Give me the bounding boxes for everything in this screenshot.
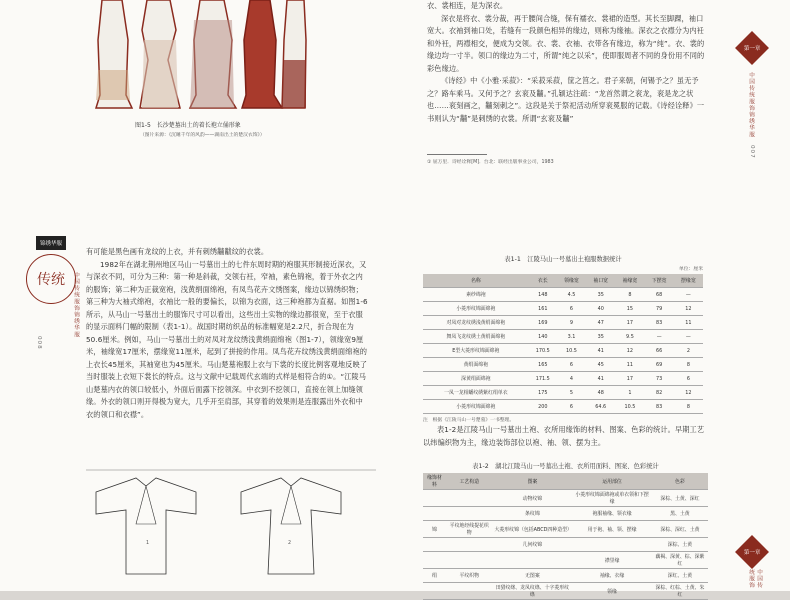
chapter-tag: 第一章 <box>735 535 769 569</box>
table-cell: 83 <box>645 316 674 330</box>
table-row <box>423 288 703 302</box>
table-row <box>423 552 708 569</box>
table-cell: 小菱形纹锦面绵袍或单衣领和下摆缘 <box>572 490 652 507</box>
table-row <box>423 302 703 316</box>
table-cell: 2 <box>674 344 703 358</box>
table2 <box>423 473 708 600</box>
page-number: 008 <box>36 336 42 350</box>
table-cell: 深棕、深红、土黄 <box>652 521 708 538</box>
table-cell: — <box>674 288 703 302</box>
table-cell: 9 <box>557 316 586 330</box>
table-cell: 47 <box>586 316 615 330</box>
figure-label-1: 1 <box>146 541 150 546</box>
table-cell: 12 <box>615 344 644 358</box>
table2-header-0: 缘饰材料 <box>423 473 446 490</box>
table-cell: 深棕、土黄 <box>652 538 708 552</box>
table-cell: 绢 <box>423 569 446 583</box>
table2-title: 表1-2 湖北江陵马山一号墓出土袍、衣所用面料、图案、色彩统计 <box>472 463 659 470</box>
table-cell: 40 <box>586 302 615 316</box>
table-cell: 6 <box>557 358 586 372</box>
table1-header-2: 领缘宽 <box>557 274 586 288</box>
table-cell: 大菱形纹锦（包括ABCD四种造型） <box>493 521 573 538</box>
footnote-rule <box>427 154 487 155</box>
table-cell: 6 <box>557 400 586 414</box>
table-cell <box>423 583 446 600</box>
table-cell: 175 <box>529 386 557 400</box>
table-cell: 田猎纹绦、龙凤纹绦、十字菱形纹绦 <box>493 583 573 600</box>
table-cell: 深棕、红棕、土黄、朱红 <box>652 583 708 600</box>
footnote: ① 屈万里．诗经诠释[M]．台北：联经出版事业公司，1983 <box>427 160 554 165</box>
table-cell: 襟里缘 <box>572 552 652 569</box>
table-cell: 45 <box>586 358 615 372</box>
table2-block <box>423 461 708 600</box>
table1 <box>423 274 703 414</box>
table-cell: 4 <box>557 372 586 386</box>
table-row <box>423 330 703 344</box>
table-row <box>423 400 703 414</box>
table-row <box>423 583 708 600</box>
table-cell: 140 <box>529 330 557 344</box>
table-cell: 领缘 <box>572 583 652 600</box>
page-number: 007 <box>749 145 755 159</box>
table-cell: 35 <box>586 288 615 302</box>
table-cell: 12 <box>674 386 703 400</box>
table-cell: 深红、土黄 <box>652 569 708 583</box>
table1-header-6: 摆缘宽 <box>674 274 703 288</box>
table-cell: 169 <box>529 316 557 330</box>
table-cell: 11 <box>674 316 703 330</box>
table-cell: 68 <box>645 288 674 302</box>
table1-header-5: 下摆宽 <box>645 274 674 288</box>
figurines-illustration <box>92 0 307 112</box>
table-row <box>423 386 703 400</box>
table-cell: 6 <box>557 302 586 316</box>
table1-header-4: 袖缘宽 <box>615 274 644 288</box>
table-cell: 165 <box>529 358 557 372</box>
table-cell: 用于袍、袖、领、摆缘 <box>572 521 652 538</box>
table-cell <box>446 507 493 521</box>
body-text: 表1-2是江陵马山一号墓出土袍、衣所用缘饰的材料、图案、色彩的统计。早期工艺以纬编织物为主，缘边装饰部位以袍、袖、领、摆为主。 <box>423 425 705 447</box>
table-cell: 171.5 <box>529 372 557 386</box>
table1-title: 表1-1 江陵马山一号墓出土袍服数据统计 <box>504 256 622 263</box>
table-row <box>423 316 703 330</box>
table-cell: 148 <box>529 288 557 302</box>
figure-caption: 图1-5 长沙楚墓出土的着长袍立俑形象 <box>135 122 241 129</box>
table-cell: 动物纹锦 <box>493 490 573 507</box>
vertical-title: 中国传统服饰 <box>748 569 762 589</box>
table-cell: 170.5 <box>529 344 557 358</box>
table-cell: 深黄绢面绵袍 <box>423 372 529 386</box>
paragraph-2: 深衣是将衣、裳分裁，再于腰间合缝，保有襦衣、裳裙的造型。其长至脚踝，袖口宽大。衣袖到袖口处，若缝有一段颜色相异的缘边，则称为缘袖。深衣之衣襟分为内衽和外衽，两襟相交，便成为交领。衣、裳、衣袖、衣带各有缘边，称为“纯”。衣、裳的缘边均一寸半。领口的缘边为二寸，所谓“纯之以采”，使即服周者不同的身份用不同的彩色缘边。 <box>427 13 705 73</box>
table-cell: 藕褐、深黄、棕、深紫红 <box>652 552 708 569</box>
table1-header-0: 名称 <box>423 274 529 288</box>
table-cell: 3.1 <box>557 330 586 344</box>
table-cell <box>446 538 493 552</box>
logo-text: 传统 <box>37 272 65 288</box>
figure-label-2: 2 <box>288 541 292 546</box>
table-cell: 一凤一龙相蟠纹绣紫红绢单衣 <box>423 386 529 400</box>
table-row <box>423 538 708 552</box>
table-cell: 黄绢面绵袍 <box>423 358 529 372</box>
table2-header-1: 工艺构造 <box>446 473 493 490</box>
table-cell: 无图案 <box>493 569 573 583</box>
table-cell: 11 <box>615 358 644 372</box>
paragraph-1: 有可能是黑色画有龙纹的上衣，并有刺绣黼黻纹的衣裳。 <box>86 247 269 256</box>
table-row <box>423 569 708 583</box>
table-cell: 舞凤飞龙纹绣土黄绢面绵袍 <box>423 330 529 344</box>
table-cell: 64.6 <box>586 400 615 414</box>
table-cell: 8 <box>615 288 644 302</box>
table-cell: 袍服袖缘、领衣缘 <box>572 507 652 521</box>
table-cell <box>423 538 446 552</box>
table-cell: E型大菱形纹锦面绵袍 <box>423 344 529 358</box>
table-row <box>423 490 708 507</box>
bottom-left-page <box>0 236 395 591</box>
table1-header-3: 袖口宽 <box>586 274 615 288</box>
chapter-tag: 第一章 <box>735 31 769 65</box>
table-cell: 6 <box>674 372 703 386</box>
table-cell: 73 <box>645 372 674 386</box>
table-cell: 83 <box>645 400 674 414</box>
table-cell: 9.5 <box>615 330 644 344</box>
table2-header-2: 图案 <box>493 473 573 490</box>
table1-unit: 单位：厘米 <box>679 267 703 272</box>
text-block <box>86 246 368 421</box>
table-cell: 条纹锦 <box>493 507 573 521</box>
table-cell: 17 <box>615 316 644 330</box>
paragraph-3: 《诗经》中《小雅·采菽》：“采菽采菽，筐之筥之。君子来朝，何锡予之？虽无予之？路车乘马。又何予之？玄衮及黼。”孔颖达注疏：“龙首然谓之衮龙，衮是龙之状也……衮刻画之，黼刻刺之”。这段是关于祭祀活动所穿衮冕服的记载。《诗经诠释》一书则认为“黼”是刺绣的衣裳。所谓“玄衮及黼” <box>427 76 705 123</box>
table-cell: 5 <box>557 386 586 400</box>
table-cell: 10.5 <box>615 400 644 414</box>
table-row <box>423 521 708 538</box>
figure-source: （图片来源：《沉睡千年的风韵——湖南出土的楚汉衣饰》） <box>140 133 265 138</box>
table-cell <box>423 552 446 569</box>
table1-header-1: 衣长 <box>529 274 557 288</box>
table2-header-4: 色彩 <box>652 473 708 490</box>
table1-header-row <box>423 274 703 288</box>
table1-note: 注 根据《江陵马山一号楚墓》一书整理。 <box>423 418 515 423</box>
paragraph-2: 1982年在湖北荆州地区马山一号墓出土的七件东周时期的袍服其形制接近深衣，又与深衣不同，可分为三种：第一种是斜裁，交领右衽，窄袖，素色锦袍，着于外衣之内的服饰；第二种为正裁宽袍，浅黄绢面绵袍，有凤鸟花卉文绣图案，缘边以锦绣织物；第三种为大袖式绵袍，衣袖比一般的要偏长，以锦为衣面，这三种袍都为直裾。如图1-6所示，从马山一号墓出土的服饰尺寸可以看出，这些出土实物的缘边都很宽，至于衣服的显示面料门幅的限制（表1-1）。战国时期纺织品的标准幅宽是2.2尺，折合现在为50.6厘米。例如，马山一号墓出土的对凤对龙纹绣浅黄绢面绵袍（图1-7），领缘宽9厘米，袖缘宽17厘米，摆缘宽11厘米，起到了拼接的作用。凤鸟花卉纹绣浅黄绢面绵袍的上衣长45厘米，其袖宽也为45厘米。马山楚墓袍服上衣与下裳的长度比例客观地反映了当时服装上衣短下裳长的特点。这与文献中记载周代玄端的式样是相符合的①。“江陵马山楚墓内衣的领口较低小，外面后面露下挖领深。中衣到不挖领口，直接在领上加缝领缘。外衣的领口则开得极为宽大，几乎开至肩部，其穿着的效果则是连服露出外衣和中衣的领口和衣襟”。 <box>86 259 368 419</box>
table-cell: 8 <box>674 400 703 414</box>
logo-medallion <box>26 254 76 304</box>
table-cell <box>423 490 446 507</box>
table-cell <box>493 552 573 569</box>
table-cell <box>446 552 493 569</box>
table-cell: 小菱形纹锦面绵袍 <box>423 400 529 414</box>
table-cell: 黑、土黄 <box>652 507 708 521</box>
table-cell: 161 <box>529 302 557 316</box>
table1-block <box>423 254 703 423</box>
top-left-page <box>0 0 395 236</box>
garment-diagrams <box>86 464 376 591</box>
table-cell: 4.5 <box>557 288 586 302</box>
table-cell <box>446 583 493 600</box>
table-cell: 35 <box>586 330 615 344</box>
top-right-page <box>395 0 790 236</box>
table-cell: 17 <box>615 372 644 386</box>
table-cell: 袖缘、衣缘 <box>572 569 652 583</box>
table-cell: 8 <box>674 358 703 372</box>
table-row <box>423 507 708 521</box>
table-cell: 15 <box>615 302 644 316</box>
table-row <box>423 358 703 372</box>
table-cell: 82 <box>645 386 674 400</box>
table-cell: 几何纹锦 <box>493 538 573 552</box>
table-cell: 1 <box>615 386 644 400</box>
table-cell: 平纹地经线提花织物 <box>446 521 493 538</box>
table-cell <box>423 507 446 521</box>
table-cell: 锦 <box>423 521 446 538</box>
table-cell: 69 <box>645 358 674 372</box>
table-cell: — <box>645 330 674 344</box>
vertical-title: 中国传统服饰锦绣华服 <box>73 272 79 338</box>
table-row <box>423 372 703 386</box>
table2-header-3: 运用部位 <box>572 473 652 490</box>
table-cell: 66 <box>645 344 674 358</box>
table-cell: 平纹织物 <box>446 569 493 583</box>
table-cell: 10.5 <box>557 344 586 358</box>
table-cell: 对凤对龙纹绣浅黄绢面绵袍 <box>423 316 529 330</box>
table-cell <box>572 538 652 552</box>
brand-tag: 锦绣华服 <box>36 236 66 250</box>
table-row <box>423 344 703 358</box>
vertical-title: 中国传统服饰锦绣华服 <box>748 72 754 138</box>
table-cell: 深棕、土黄、深红 <box>652 490 708 507</box>
table-cell: 48 <box>586 386 615 400</box>
table-cell: 素纱绵袍 <box>423 288 529 302</box>
table2-header-row <box>423 473 708 490</box>
table-cell: — <box>674 330 703 344</box>
table-cell: 41 <box>586 372 615 386</box>
paragraph-1: 衣、裳相连，是为深衣。 <box>427 1 508 10</box>
table-cell: 41 <box>586 344 615 358</box>
table-cell: 200 <box>529 400 557 414</box>
table-cell <box>446 490 493 507</box>
table-cell: 12 <box>674 302 703 316</box>
text-block <box>427 0 709 125</box>
table-cell: 79 <box>645 302 674 316</box>
table-cell: 小菱形纹锦面绵袍 <box>423 302 529 316</box>
bottom-right-page <box>395 236 790 598</box>
